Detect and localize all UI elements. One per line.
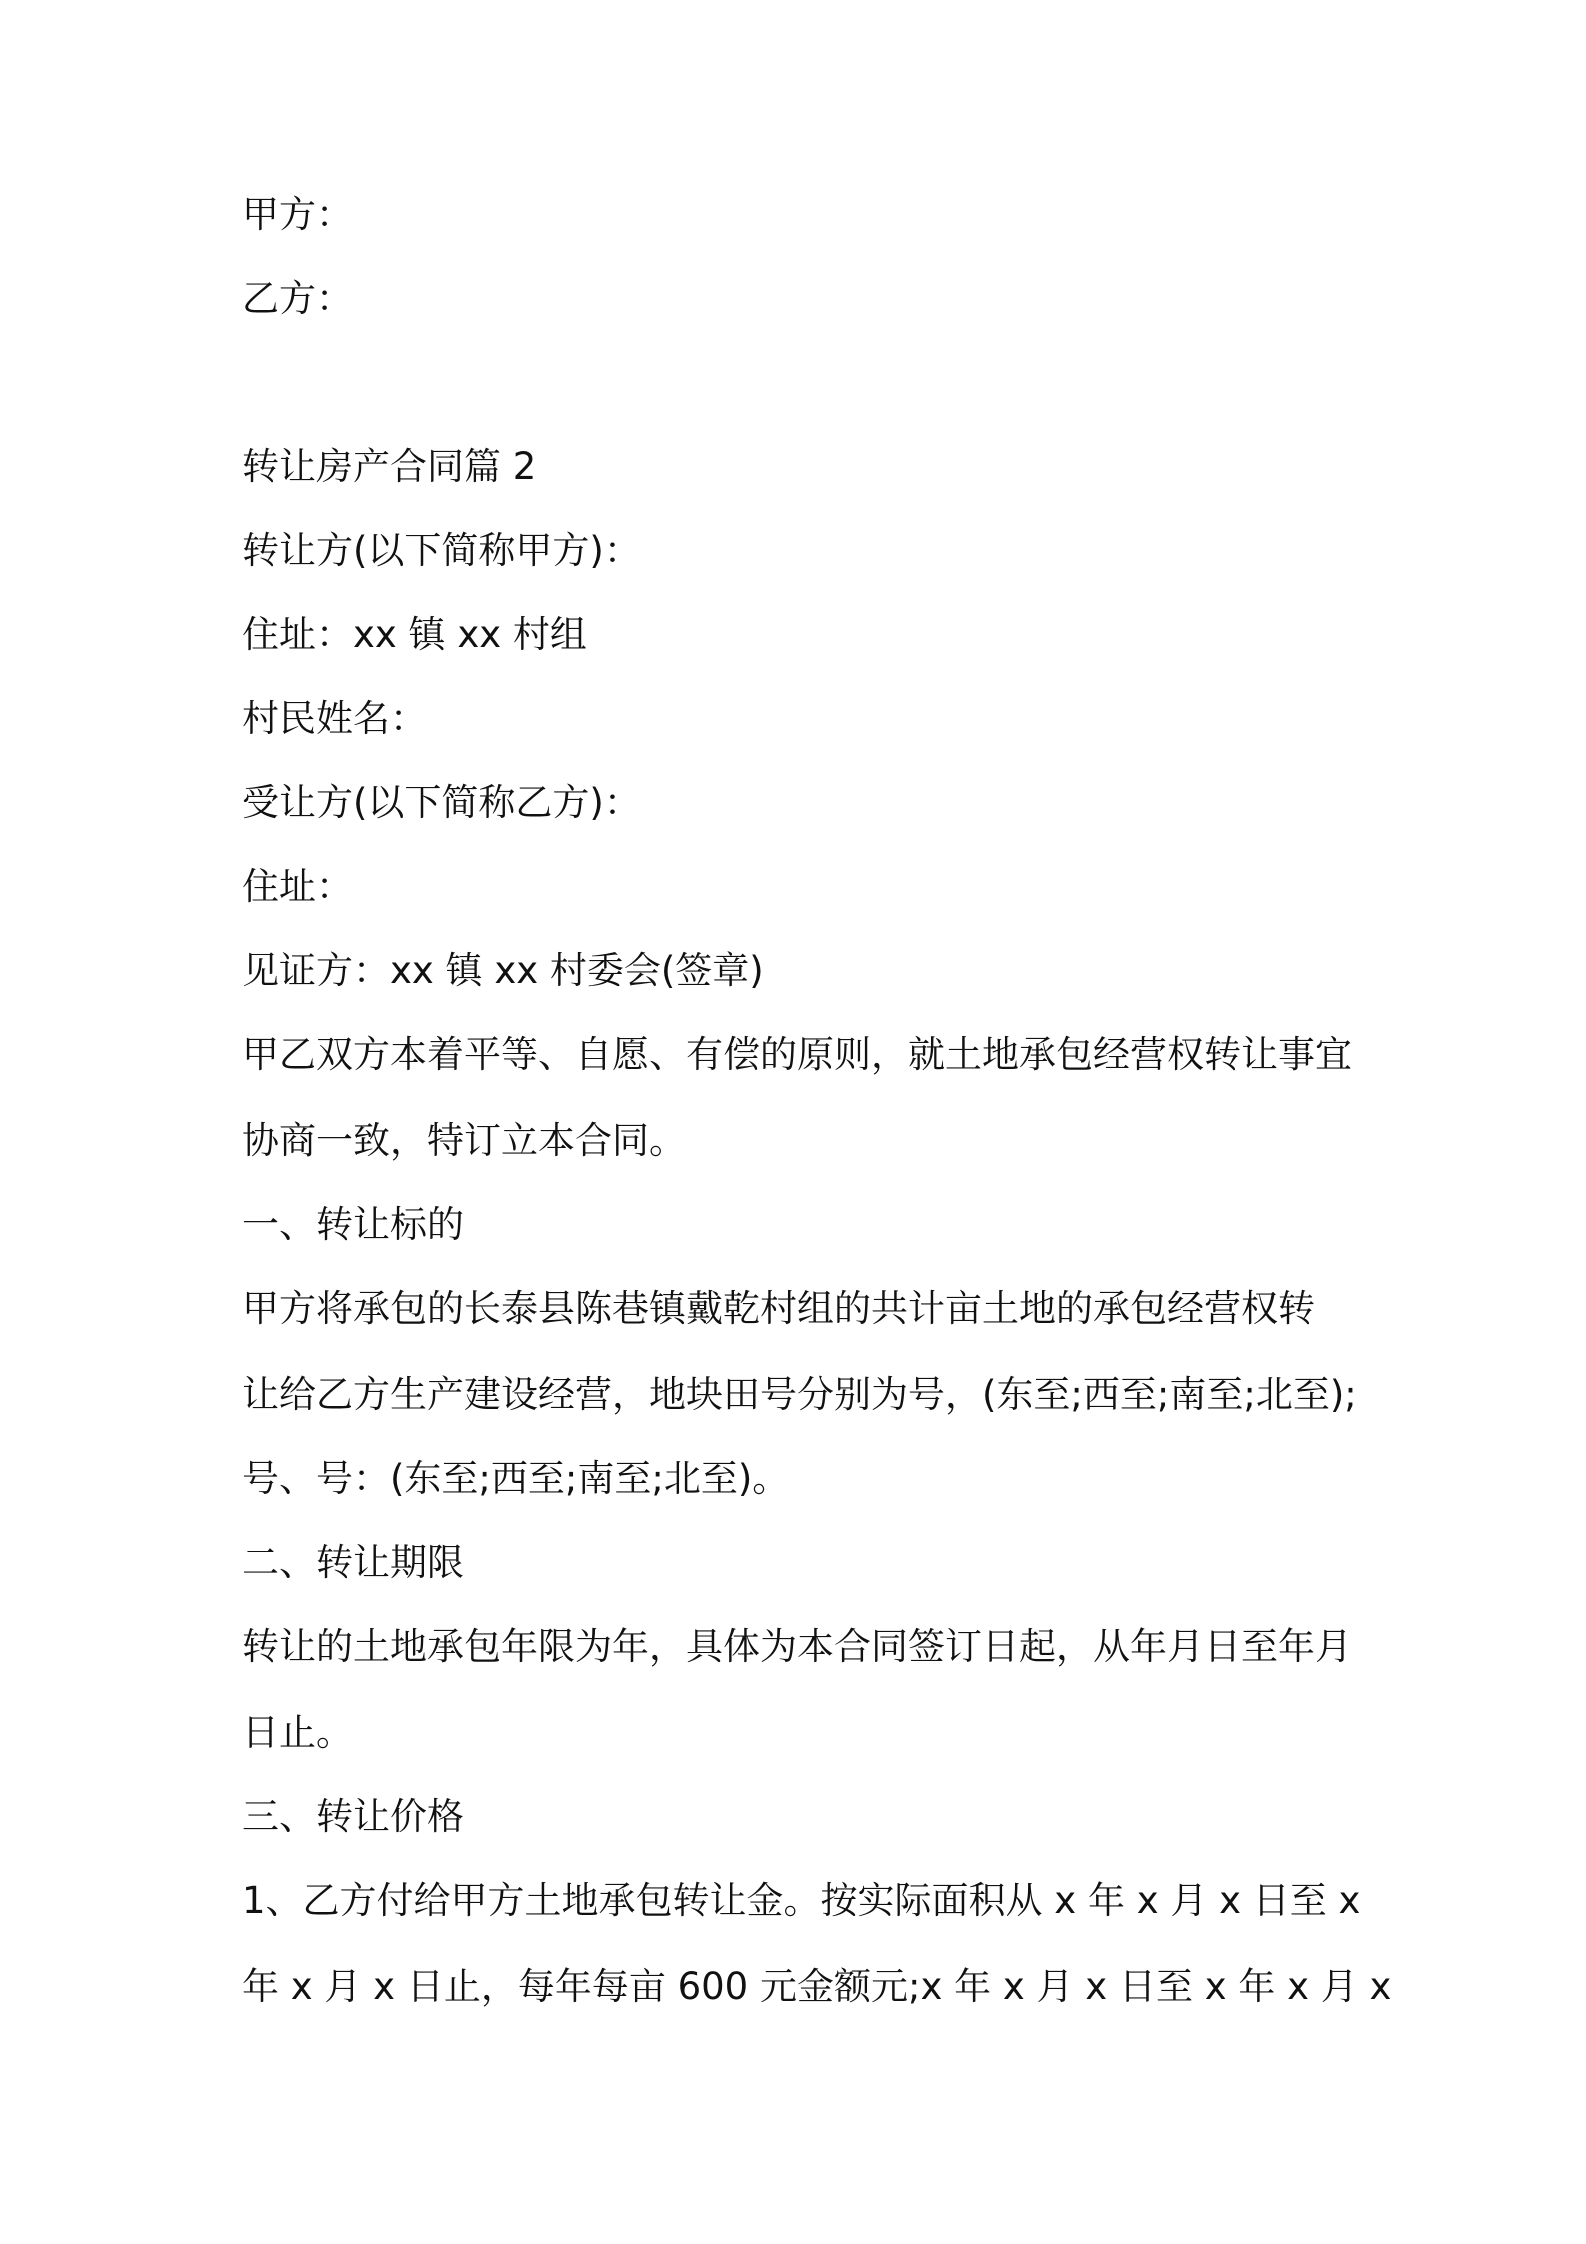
witness-label: 见证方：xx 镇 xx 村委会(签章) xyxy=(242,949,764,992)
subject-line-2: 让给乙方生产建设经营，地块田号分别为号，(东至;西至;南至;北至); xyxy=(242,1373,1357,1416)
section-heading-price: 三、转让价格 xyxy=(242,1795,464,1838)
document-body xyxy=(242,190,1392,2046)
contract-title: 转让房产合同篇 2 xyxy=(242,445,537,488)
transferee-label: 受让方(以下简称乙方)： xyxy=(242,781,641,824)
price-line-2: 年 x 月 x 日止，每年每亩 600 元金额元;x 年 x 月 x 日至 x 年 x 月 x xyxy=(242,1965,1392,2008)
transferor-label: 转让方(以下简称甲方)： xyxy=(242,529,641,572)
transferee-address: 住址： xyxy=(242,865,353,908)
price-line-1: 1、乙方付给甲方土地承包转让金。按实际面积从 x 年 x 月 x 日至 x xyxy=(242,1879,1361,1922)
villager-name-label: 村民姓名： xyxy=(242,697,427,740)
term-line-2: 日止。 xyxy=(242,1711,353,1754)
subject-line-1: 甲方将承包的长泰县陈巷镇戴乾村组的共计亩土地的承包经营权转 xyxy=(242,1287,1315,1330)
section-heading-subject: 一、转让标的 xyxy=(242,1203,464,1246)
subject-line-3: 号、号：(东至;西至;南至;北至)。 xyxy=(242,1457,790,1500)
party-a-label: 甲方： xyxy=(242,193,353,236)
party-b-label: 乙方： xyxy=(242,277,353,320)
section-heading-term: 二、转让期限 xyxy=(242,1541,464,1584)
term-line-1: 转让的土地承包年限为年，具体为本合同签订日起，从年月日至年月 xyxy=(242,1625,1352,1668)
preamble-line-1: 甲乙双方本着平等、自愿、有偿的原则，就土地承包经营权转让事宜 xyxy=(242,1033,1352,1076)
preamble-line-2: 协商一致，特订立本合同。 xyxy=(242,1119,686,1162)
transferor-address: 住址：xx 镇 xx 村组 xyxy=(242,613,587,656)
